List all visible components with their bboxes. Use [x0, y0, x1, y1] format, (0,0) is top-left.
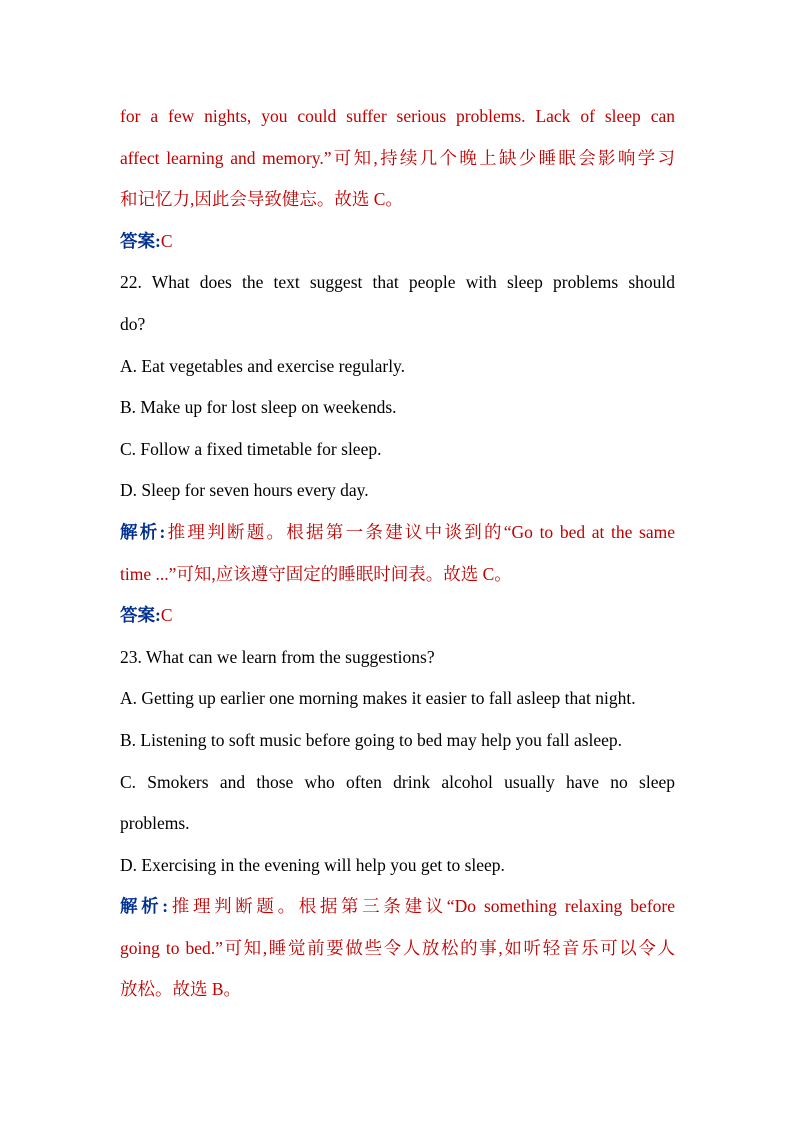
analysis-label: 解析:: [120, 896, 169, 917]
answer-label: 答案:: [120, 605, 161, 626]
q23-analysis-line-2: going to bed.”可知,睡觉前要做些令人放松的事,如听轻音乐可以令人: [120, 937, 675, 958]
analysis-label: 解析:: [120, 521, 166, 542]
answer-value: C: [160, 230, 173, 251]
q23-option-b: B. Listening to soft music before going to bed may help you fall asleep.: [120, 729, 623, 750]
q23-question: 23. What can we learn from the suggestions?: [120, 646, 435, 667]
q22-option-b: B. Make up for lost sleep on weekends.: [120, 397, 397, 418]
q21-analysis-line-2: affect learning and memory.”可知,持续几个晚上缺少睡眠会影响学习: [120, 147, 675, 168]
q23-option-c-line-2: problems.: [120, 813, 190, 834]
q23-analysis-text: 推理判断题。根据第三条建议“Do something relaxing before: [168, 896, 675, 917]
q22-option-d: D. Sleep for seven hours every day.: [120, 480, 369, 501]
q22-analysis-text: 推理判断题。根据第一条建议中谈到的“Go to bed at the same: [165, 521, 676, 542]
q23-option-d: D. Exercising in the evening will help you get to sleep.: [120, 854, 505, 875]
q22-option-c: C. Follow a fixed timetable for sleep.: [120, 438, 382, 459]
q23-option-c-line-1: C. Smokers and those who often drink alcohol usually have no sleep: [120, 771, 675, 792]
document-page: [120, 96, 675, 1011]
answer-value: C: [160, 605, 173, 626]
q23-option-a: A. Getting up earlier one morning makes it easier to fall asleep that night.: [120, 688, 636, 709]
q23-analysis-line-3: 放松。故选 B。: [120, 979, 242, 1000]
q22-option-a: A. Eat vegetables and exercise regularly.: [120, 355, 406, 376]
q21-analysis-line-1: for a few nights, you could suffer serious problems. Lack of sleep can: [120, 106, 675, 126]
q22-analysis-line-1: [120, 512, 675, 554]
q22-answer: [120, 595, 675, 637]
answer-label: 答案:: [120, 230, 161, 251]
q23-analysis-line-1: [120, 886, 675, 928]
q22-analysis-line-2: time ...”可知,应该遵守固定的睡眠时间表。故选 C。: [120, 563, 512, 584]
q22-question-line-1: 22. What does the text suggest that people with sleep problems should: [120, 272, 675, 293]
q21-analysis-line-3: 和记忆力,因此会导致健忘。故选 C。: [120, 189, 403, 210]
q22-question-line-2: do?: [120, 313, 146, 334]
q21-answer: [120, 221, 675, 263]
